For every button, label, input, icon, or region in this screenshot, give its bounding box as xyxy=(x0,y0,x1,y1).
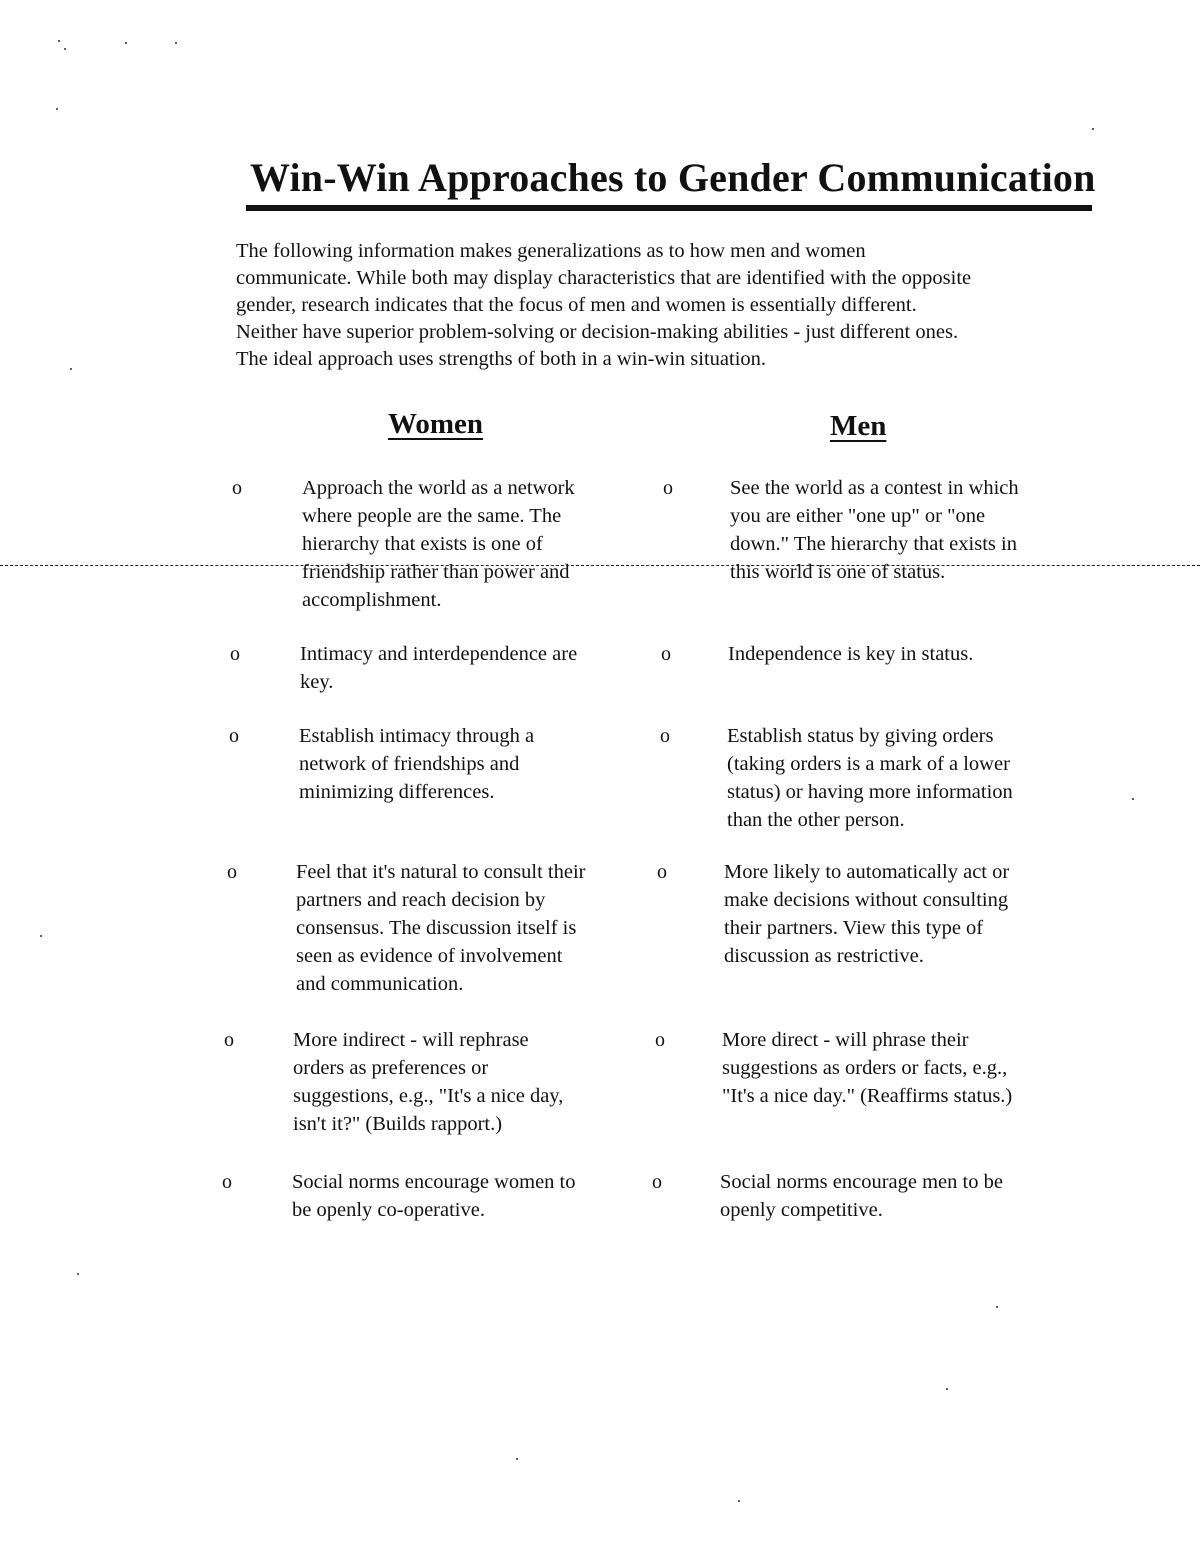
scan-speck xyxy=(56,108,58,110)
text-line: (taking orders is a mark of a lower xyxy=(727,753,1010,775)
women-point xyxy=(293,1026,563,1138)
women-point xyxy=(296,858,586,998)
men-bullet: o xyxy=(657,861,667,883)
women-bullet: o xyxy=(232,477,242,499)
men-bullet: o xyxy=(652,1171,662,1193)
women-bullet: o xyxy=(222,1171,232,1193)
title-underline xyxy=(246,205,1092,211)
scan-speck xyxy=(125,42,127,44)
text-line: Social norms encourage women to xyxy=(292,1171,576,1193)
text-line: More indirect - will rephrase xyxy=(293,1029,529,1051)
text-line: you are either "one up" or "one xyxy=(730,505,986,527)
men-column-heading: Men xyxy=(830,410,887,442)
scan-speck xyxy=(77,1273,79,1275)
men-bullet: o xyxy=(661,643,671,665)
text-line: Establish intimacy through a xyxy=(299,725,535,747)
text-line: hierarchy that exists is one of xyxy=(302,533,543,555)
text-line: friendship rather than power and xyxy=(302,561,570,583)
text-line: seen as evidence of involvement xyxy=(296,945,563,967)
text-line: this world is one of status. xyxy=(730,561,946,583)
scan-speck xyxy=(516,1458,518,1460)
text-line: network of friendships and xyxy=(299,753,520,775)
intro-line: The following information makes generalizations as to how men and women xyxy=(236,240,866,262)
intro-line: The ideal approach uses strengths of both in a win-win situation. xyxy=(236,348,767,370)
scan-speck xyxy=(40,935,42,937)
men-point xyxy=(720,1168,1003,1224)
women-column-heading: Women xyxy=(388,408,484,440)
text-line: where people are the same. The xyxy=(302,505,562,527)
scan-speck xyxy=(1092,128,1094,130)
women-point xyxy=(300,640,577,696)
text-line: Intimacy and interdependence are xyxy=(300,643,578,665)
text-line: suggestions as orders or facts, e.g., xyxy=(722,1057,1008,1079)
women-bullet: o xyxy=(224,1029,234,1051)
scan-speck xyxy=(175,42,177,44)
text-line: openly competitive. xyxy=(720,1199,883,1221)
scan-speck xyxy=(946,1388,948,1390)
scan-speck xyxy=(738,1500,740,1502)
intro-line: communicate. While both may display characteristics that are identified with the opposite xyxy=(236,267,972,289)
men-point xyxy=(724,858,1009,970)
text-line: discussion as restrictive. xyxy=(724,945,924,967)
text-line: down." The hierarchy that exists in xyxy=(730,533,1017,555)
women-bullet: o xyxy=(229,725,239,747)
women-bullet: o xyxy=(230,643,240,665)
text-line: their partners. View this type of xyxy=(724,917,984,939)
text-line: make decisions without consulting xyxy=(724,889,1009,911)
men-bullet: o xyxy=(663,477,673,499)
scan-speck xyxy=(64,48,66,50)
text-line: consensus. The discussion itself is xyxy=(296,917,577,939)
intro-paragraph xyxy=(236,238,1096,373)
text-line: Feel that it's natural to consult their xyxy=(296,861,586,883)
women-point xyxy=(302,474,575,614)
text-line: Social norms encourage men to be xyxy=(720,1171,1003,1193)
text-line: minimizing differences. xyxy=(299,781,495,803)
page-title: Win-Win Approaches to Gender Communication xyxy=(250,155,1096,200)
men-point xyxy=(730,474,1019,586)
text-line: isn't it?" (Builds rapport.) xyxy=(293,1113,503,1135)
text-line: partners and reach decision by xyxy=(296,889,546,911)
text-line: suggestions, e.g., "It's a nice day, xyxy=(293,1085,564,1107)
text-line: Approach the world as a network xyxy=(302,477,575,499)
text-line: be openly co-operative. xyxy=(292,1199,485,1221)
text-line: More direct - will phrase their xyxy=(722,1029,969,1051)
text-line: Establish status by giving orders xyxy=(727,725,994,747)
text-line: See the world as a contest in which xyxy=(730,477,1019,499)
text-line: "It's a nice day." (Reaffirms status.) xyxy=(722,1085,1013,1107)
women-point xyxy=(299,722,534,806)
text-line: and communication. xyxy=(296,973,464,995)
men-point xyxy=(728,640,973,668)
scan-speck xyxy=(70,368,72,370)
men-bullet: o xyxy=(655,1029,665,1051)
intro-line: Neither have superior problem-solving or decision-making abilities - just different ones. xyxy=(236,321,959,343)
text-line: key. xyxy=(300,671,334,693)
text-line: More likely to automatically act or xyxy=(724,861,1010,883)
women-point xyxy=(292,1168,576,1224)
text-line: than the other person. xyxy=(727,809,905,831)
men-point xyxy=(727,722,1013,834)
scan-speck xyxy=(996,1306,998,1308)
women-bullet: o xyxy=(227,861,237,883)
intro-line: gender, research indicates that the focus of men and women is essentially different. xyxy=(236,294,917,316)
men-point xyxy=(722,1026,1012,1110)
men-bullet: o xyxy=(660,725,670,747)
text-line: orders as preferences or xyxy=(293,1057,489,1079)
scan-speck xyxy=(58,40,60,42)
text-line: Independence is key in status. xyxy=(728,643,974,665)
text-line: accomplishment. xyxy=(302,589,442,611)
scan-speck xyxy=(1132,798,1134,800)
text-line: status) or having more information xyxy=(727,781,1013,803)
scan-artifact-line xyxy=(0,565,1200,566)
